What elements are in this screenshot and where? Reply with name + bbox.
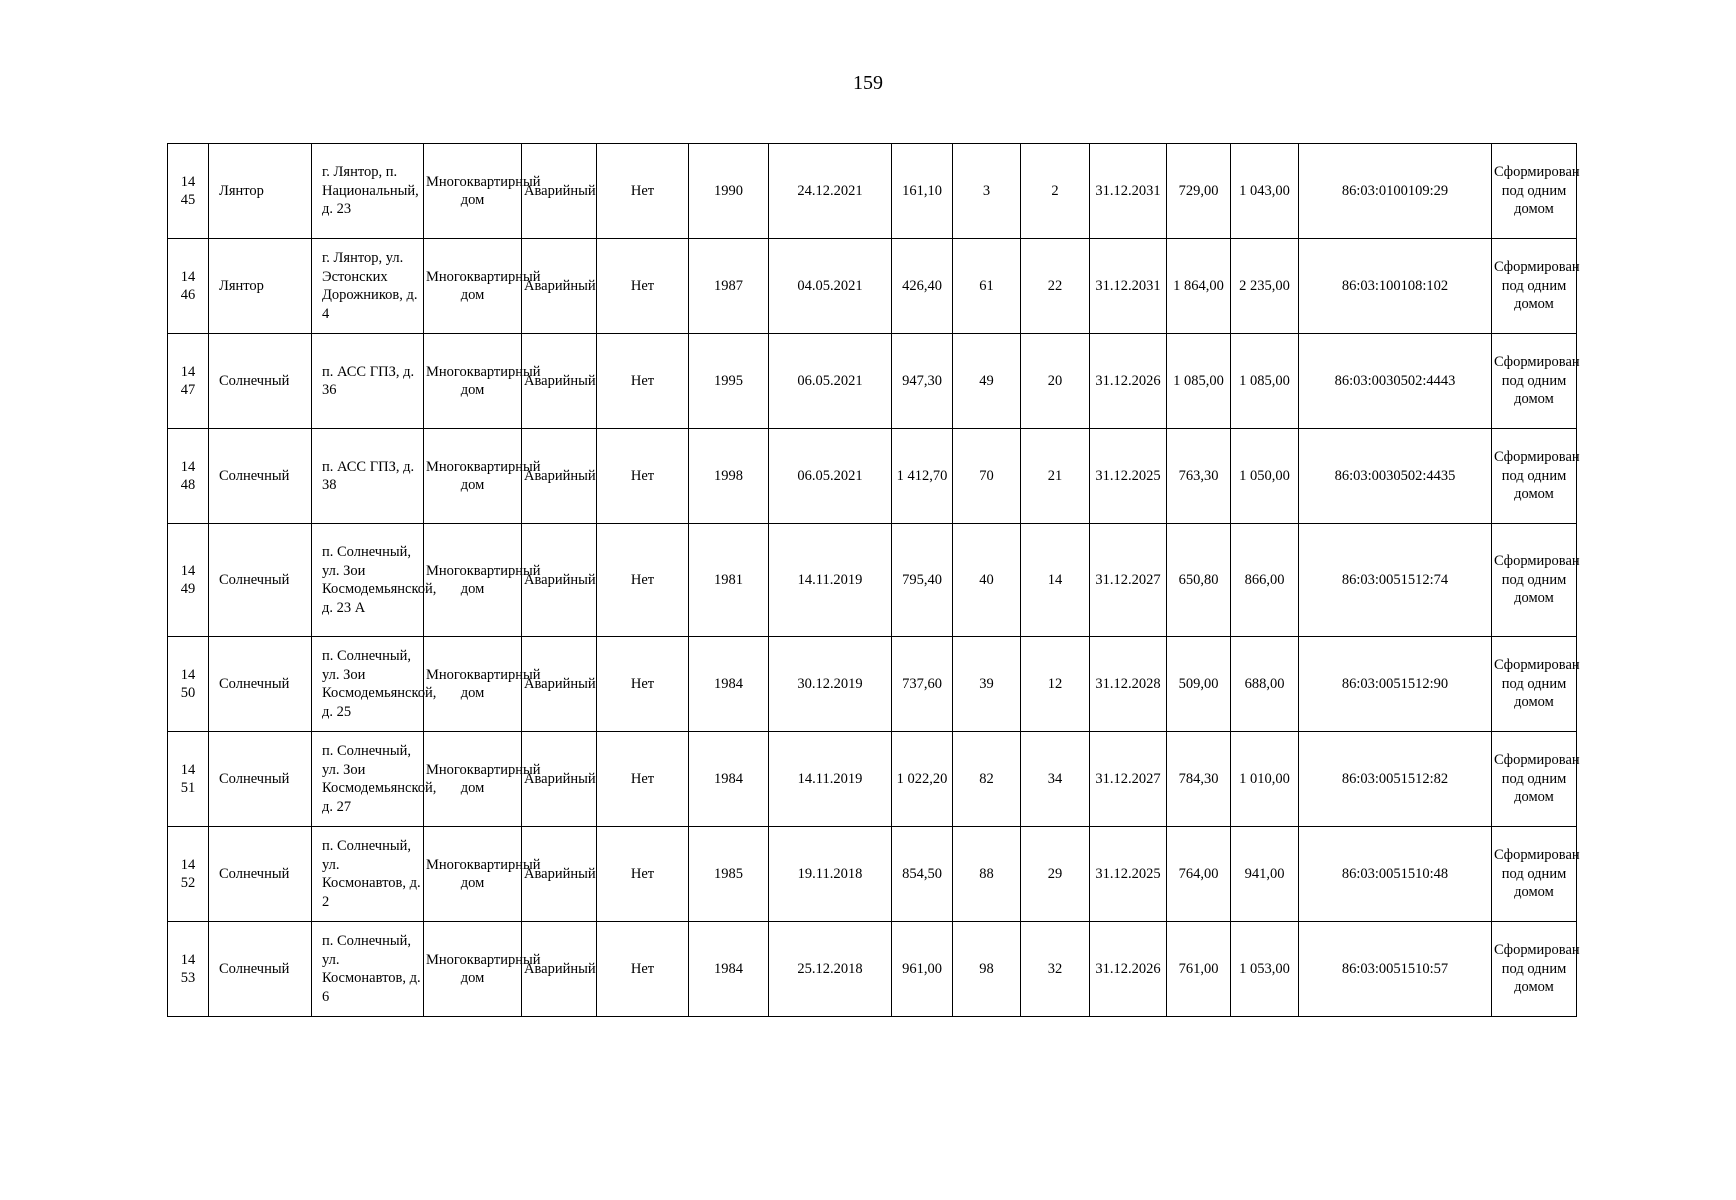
premises-cell: 32 — [1021, 922, 1090, 1017]
cadastral-number-cell: 86:03:0051512:82 — [1299, 732, 1492, 827]
address-cell: п. Солнечный, ул. Зои Космодемьянской, д. 25 — [312, 637, 424, 732]
deadline-cell: 31.12.2025 — [1090, 827, 1167, 922]
residents-cell: 49 — [953, 334, 1021, 429]
date-cell: 19.11.2018 — [769, 827, 892, 922]
deadline-cell: 31.12.2025 — [1090, 429, 1167, 524]
year-cell: 1984 — [689, 732, 769, 827]
cadastral-number-cell: 86:03:100108:102 — [1299, 239, 1492, 334]
cadastral-number-cell: 86:03:0051512:90 — [1299, 637, 1492, 732]
date-cell: 25.12.2018 — [769, 922, 892, 1017]
address-cell: п. Солнечный, ул. Зои Космодемьянской, д. 27 — [312, 732, 424, 827]
note-cell: Сформирован под одним домом — [1492, 922, 1577, 1017]
deadline-cell: 31.12.2026 — [1090, 334, 1167, 429]
building-type-cell: Многоквартирный дом — [424, 144, 522, 239]
year-cell: 1985 — [689, 827, 769, 922]
area3-cell: 1 050,00 — [1231, 429, 1299, 524]
premises-cell: 22 — [1021, 239, 1090, 334]
year-cell: 1984 — [689, 637, 769, 732]
registry-body — [168, 144, 1580, 1017]
year-cell: 1987 — [689, 239, 769, 334]
table-row — [168, 334, 1577, 429]
condition-cell: Аварийный — [522, 637, 597, 732]
flag-cell: Нет — [597, 922, 689, 1017]
residents-cell: 88 — [953, 827, 1021, 922]
deadline-cell: 31.12.2027 — [1090, 524, 1167, 637]
date-cell: 24.12.2021 — [769, 144, 892, 239]
table-row — [168, 429, 1577, 524]
cadastral-number-cell: 86:03:0051510:48 — [1299, 827, 1492, 922]
condition-cell: Аварийный — [522, 922, 597, 1017]
note-cell: Сформирован под одним домом — [1492, 429, 1577, 524]
deadline-cell: 31.12.2027 — [1090, 732, 1167, 827]
residents-cell: 40 — [953, 524, 1021, 637]
date-cell: 14.11.2019 — [769, 732, 892, 827]
deadline-cell: 31.12.2026 — [1090, 922, 1167, 1017]
row-number: 14 50 — [168, 637, 209, 732]
area3-cell: 866,00 — [1231, 524, 1299, 637]
condition-cell: Аварийный — [522, 429, 597, 524]
flag-cell: Нет — [597, 334, 689, 429]
row-number: 14 48 — [168, 429, 209, 524]
settlement-cell: Солнечный — [209, 334, 312, 429]
date-cell: 14.11.2019 — [769, 524, 892, 637]
area3-cell: 1 085,00 — [1231, 334, 1299, 429]
row-number: 14 46 — [168, 239, 209, 334]
building-type-cell: Многоквартирный дом — [424, 827, 522, 922]
flag-cell: Нет — [597, 144, 689, 239]
condition-cell: Аварийный — [522, 732, 597, 827]
date-cell: 06.05.2021 — [769, 334, 892, 429]
settlement-cell: Солнечный — [209, 429, 312, 524]
year-cell: 1990 — [689, 144, 769, 239]
note-cell: Сформирован под одним домом — [1492, 524, 1577, 637]
area2-cell: 1 864,00 — [1167, 239, 1231, 334]
condition-cell: Аварийный — [522, 334, 597, 429]
date-cell: 06.05.2021 — [769, 429, 892, 524]
building-type-cell: Многоквартирный дом — [424, 922, 522, 1017]
year-cell: 1995 — [689, 334, 769, 429]
note-cell: Сформирован под одним домом — [1492, 239, 1577, 334]
residents-cell: 98 — [953, 922, 1021, 1017]
table-row — [168, 827, 1577, 922]
address-cell: г. Лянтор, ул. Эстонских Дорожников, д. 4 — [312, 239, 424, 334]
premises-cell: 20 — [1021, 334, 1090, 429]
building-type-cell: Многоквартирный дом — [424, 732, 522, 827]
row-number: 14 52 — [168, 827, 209, 922]
area2-cell: 784,30 — [1167, 732, 1231, 827]
area2-cell: 1 085,00 — [1167, 334, 1231, 429]
row-number: 14 53 — [168, 922, 209, 1017]
premises-cell: 12 — [1021, 637, 1090, 732]
flag-cell: Нет — [597, 637, 689, 732]
cadastral-number-cell: 86:03:0100109:29 — [1299, 144, 1492, 239]
premises-cell: 14 — [1021, 524, 1090, 637]
area3-cell: 941,00 — [1231, 827, 1299, 922]
area3-cell: 1 010,00 — [1231, 732, 1299, 827]
year-cell: 1998 — [689, 429, 769, 524]
address-cell: г. Лянтор, п. Национальный, д. 23 — [312, 144, 424, 239]
address-cell: п. Солнечный, ул. Космонавтов, д. 2 — [312, 827, 424, 922]
area3-cell: 688,00 — [1231, 637, 1299, 732]
date-cell: 04.05.2021 — [769, 239, 892, 334]
residents-cell: 39 — [953, 637, 1021, 732]
premises-cell: 29 — [1021, 827, 1090, 922]
premises-cell: 34 — [1021, 732, 1090, 827]
table-row — [168, 922, 1577, 1017]
flag-cell: Нет — [597, 239, 689, 334]
condition-cell: Аварийный — [522, 524, 597, 637]
area2-cell: 729,00 — [1167, 144, 1231, 239]
condition-cell: Аварийный — [522, 144, 597, 239]
settlement-cell: Солнечный — [209, 524, 312, 637]
flag-cell: Нет — [597, 524, 689, 637]
area2-cell: 509,00 — [1167, 637, 1231, 732]
flag-cell: Нет — [597, 732, 689, 827]
cadastral-number-cell: 86:03:0051512:74 — [1299, 524, 1492, 637]
residents-cell: 3 — [953, 144, 1021, 239]
building-type-cell: Многоквартирный дом — [424, 239, 522, 334]
settlement-cell: Солнечный — [209, 827, 312, 922]
deadline-cell: 31.12.2028 — [1090, 637, 1167, 732]
settlement-cell: Солнечный — [209, 637, 312, 732]
residents-cell: 82 — [953, 732, 1021, 827]
table-row — [168, 239, 1577, 334]
area-cell: 1 022,20 — [892, 732, 953, 827]
residents-cell: 70 — [953, 429, 1021, 524]
area2-cell: 761,00 — [1167, 922, 1231, 1017]
settlement-cell: Лянтор — [209, 239, 312, 334]
cadastral-number-cell: 86:03:0030502:4435 — [1299, 429, 1492, 524]
premises-cell: 2 — [1021, 144, 1090, 239]
address-cell: п. АСС ГПЗ, д. 38 — [312, 429, 424, 524]
year-cell: 1981 — [689, 524, 769, 637]
area3-cell: 1 043,00 — [1231, 144, 1299, 239]
note-cell: Сформирован под одним домом — [1492, 827, 1577, 922]
area-cell: 961,00 — [892, 922, 953, 1017]
settlement-cell: Лянтор — [209, 144, 312, 239]
deadline-cell: 31.12.2031 — [1090, 144, 1167, 239]
flag-cell: Нет — [597, 827, 689, 922]
row-number: 14 51 — [168, 732, 209, 827]
area-cell: 737,60 — [892, 637, 953, 732]
area-cell: 854,50 — [892, 827, 953, 922]
date-cell: 30.12.2019 — [769, 637, 892, 732]
premises-cell: 21 — [1021, 429, 1090, 524]
area3-cell: 1 053,00 — [1231, 922, 1299, 1017]
area3-cell: 2 235,00 — [1231, 239, 1299, 334]
area-cell: 1 412,70 — [892, 429, 953, 524]
cadastral-number-cell: 86:03:0051510:57 — [1299, 922, 1492, 1017]
settlement-cell: Солнечный — [209, 922, 312, 1017]
building-type-cell: Многоквартирный дом — [424, 429, 522, 524]
building-type-cell: Многоквартирный дом — [424, 334, 522, 429]
area-cell: 426,40 — [892, 239, 953, 334]
row-number: 14 49 — [168, 524, 209, 637]
note-cell: Сформирован под одним домом — [1492, 334, 1577, 429]
address-cell: п. АСС ГПЗ, д. 36 — [312, 334, 424, 429]
page-number: 159 — [853, 72, 883, 94]
flag-cell: Нет — [597, 429, 689, 524]
residents-cell: 61 — [953, 239, 1021, 334]
area2-cell: 763,30 — [1167, 429, 1231, 524]
row-number: 14 47 — [168, 334, 209, 429]
area2-cell: 764,00 — [1167, 827, 1231, 922]
building-type-cell: Многоквартирный дом — [424, 637, 522, 732]
year-cell: 1984 — [689, 922, 769, 1017]
note-cell: Сформирован под одним домом — [1492, 732, 1577, 827]
settlement-cell: Солнечный — [209, 732, 312, 827]
condition-cell: Аварийный — [522, 239, 597, 334]
table-row — [168, 524, 1577, 637]
area-cell: 947,30 — [892, 334, 953, 429]
row-number: 14 45 — [168, 144, 209, 239]
table-row — [168, 637, 1577, 732]
area2-cell: 650,80 — [1167, 524, 1231, 637]
address-cell: п. Солнечный, ул. Зои Космодемьянской, д. 23 А — [312, 524, 424, 637]
note-cell: Сформирован под одним домом — [1492, 637, 1577, 732]
condition-cell: Аварийный — [522, 827, 597, 922]
building-type-cell: Многоквартирный дом — [424, 524, 522, 637]
table-row — [168, 732, 1577, 827]
deadline-cell: 31.12.2031 — [1090, 239, 1167, 334]
cadastral-number-cell: 86:03:0030502:4443 — [1299, 334, 1492, 429]
table-row — [168, 144, 1577, 239]
area-cell: 795,40 — [892, 524, 953, 637]
note-cell: Сформирован под одним домом — [1492, 144, 1577, 239]
address-cell: п. Солнечный, ул. Космонавтов, д. 6 — [312, 922, 424, 1017]
housing-registry-table — [167, 143, 1580, 1017]
area-cell: 161,10 — [892, 144, 953, 239]
